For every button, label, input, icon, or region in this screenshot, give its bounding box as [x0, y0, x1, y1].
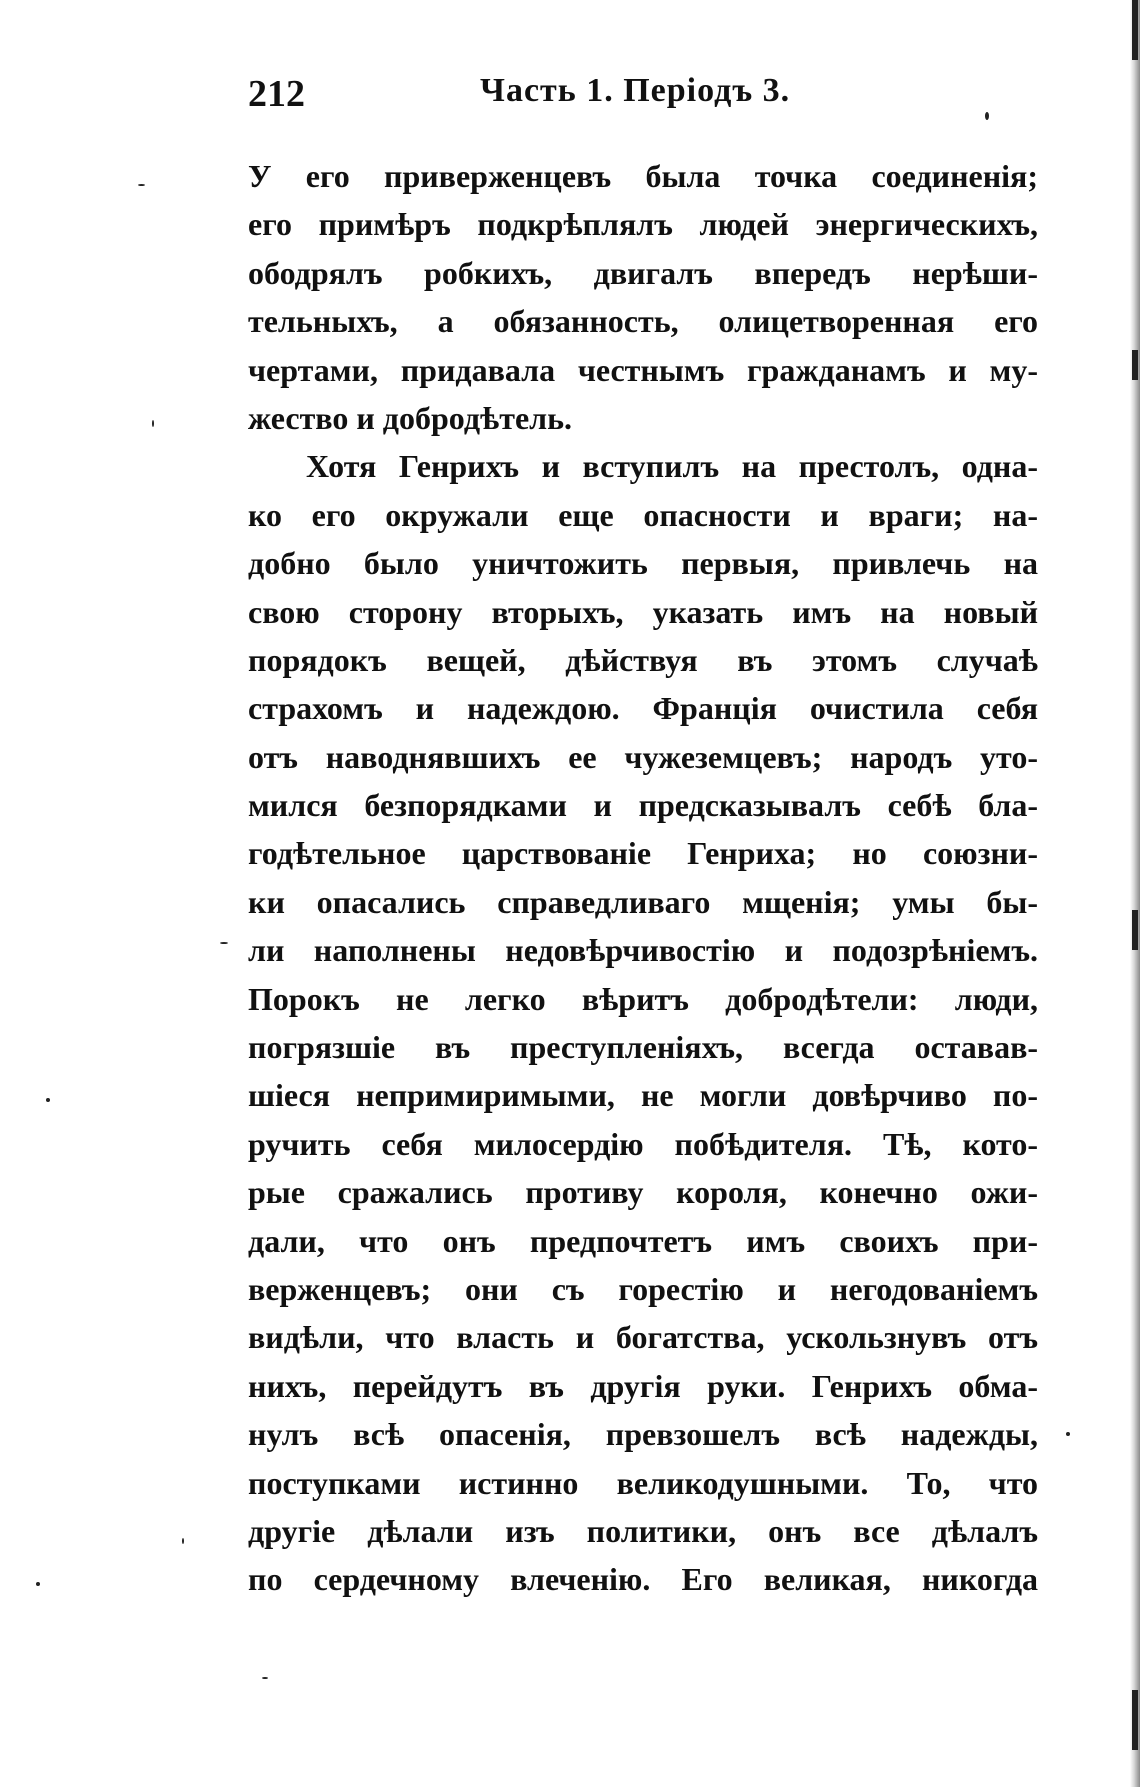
scan-speck [46, 1098, 50, 1102]
text-line: страхомъ и надеждою. Франція очистила себя [248, 690, 1038, 727]
text-line: нихъ, перейдутъ въ другія руки. Генрихъ обма- [248, 1367, 1038, 1404]
text-line: мился безпорядками и предсказывалъ себѣ бла- [248, 787, 1038, 824]
text-line: отъ наводнявшихъ ее чужеземцевъ; народъ уто- [248, 738, 1038, 775]
text-line: Порокъ не легко вѣритъ добродѣтели: люди, [248, 980, 1038, 1017]
scan-speck [985, 112, 989, 120]
text-line: чертами, придавала честнымъ гражданамъ и му- [248, 351, 1038, 388]
text-line: свою сторону вторыхъ, указать имъ на новый [248, 593, 1038, 630]
text-line: его примѣръ подкрѣплялъ людей энергическихъ, [248, 206, 1038, 243]
page-number: 212 [248, 73, 305, 115]
scan-speck [138, 184, 145, 186]
text-line: У его приверженцевъ была точка соединенія; [248, 158, 1038, 194]
scan-speck [36, 1582, 40, 1586]
body-text [248, 152, 1038, 1604]
running-head: Часть 1. Періодъ 3. [480, 72, 791, 109]
paragraph-first-line: Хотя Генрихъ и вступилъ на престолъ, одна- [306, 448, 1038, 485]
text-line: другіе дѣлали изъ политики, онъ все дѣлалъ [248, 1512, 1038, 1549]
text-line: добно было уничтожить первыя, привлечь на [248, 545, 1038, 582]
text-line: порядокъ вещей, дѣйствуя въ этомъ случаѣ [248, 641, 1038, 678]
edge-mark [1132, 1690, 1138, 1750]
scan-speck [220, 942, 228, 944]
text-line: ободрялъ робкихъ, двигалъ впередъ нерѣши- [248, 254, 1038, 291]
scan-speck [1066, 1432, 1070, 1436]
edge-mark [1132, 0, 1138, 60]
text-line: шіеся непримиримыми, не могли довѣрчиво по- [248, 1077, 1038, 1114]
page-header [248, 72, 1038, 132]
text-line: ко его окружали еще опасности и враги; на- [248, 496, 1038, 533]
text-line: погрязшіе въ преступленіяхъ, всегда оставав- [248, 1029, 1038, 1066]
text-line: верженцевъ; они съ горестію и негодованіемъ [248, 1270, 1038, 1307]
edge-mark [1132, 350, 1138, 380]
scan-speck [182, 1538, 184, 1544]
text-line: рые сражались противу короля, конечно ожи- [248, 1174, 1038, 1211]
text-line: поступками истинно великодушными. То, что [248, 1464, 1038, 1501]
text-line: ручить себя милосердію побѣдителя. Тѣ, кото- [248, 1125, 1038, 1162]
text-line: ли наполнены недовѣрчивостію и подозрѣніемъ. [248, 932, 1038, 969]
scan-speck [152, 420, 154, 427]
text-line: годѣтельное царствованіе Генриха; но союзни- [248, 835, 1038, 872]
text-line: видѣли, что власть и богатства, ускользнувъ отъ [248, 1319, 1038, 1356]
text-line: тельныхъ, а обязанность, олицетворенная его [248, 303, 1038, 340]
scanned-page-edge [1130, 0, 1140, 1787]
text-line: жество и добродѣтель. [248, 399, 573, 436]
text-line: дали, что онъ предпочтетъ имъ своихъ при- [248, 1222, 1038, 1259]
edge-mark [1132, 910, 1138, 950]
text-line: нулъ всѣ опасенія, превзошелъ всѣ надежды, [248, 1416, 1038, 1453]
text-line: по сердечному влеченію. Его великая, никогда [248, 1561, 1038, 1598]
text-line: ки опасались справедливаго мщенія; умы бы- [248, 883, 1038, 920]
scan-speck [262, 1677, 268, 1679]
